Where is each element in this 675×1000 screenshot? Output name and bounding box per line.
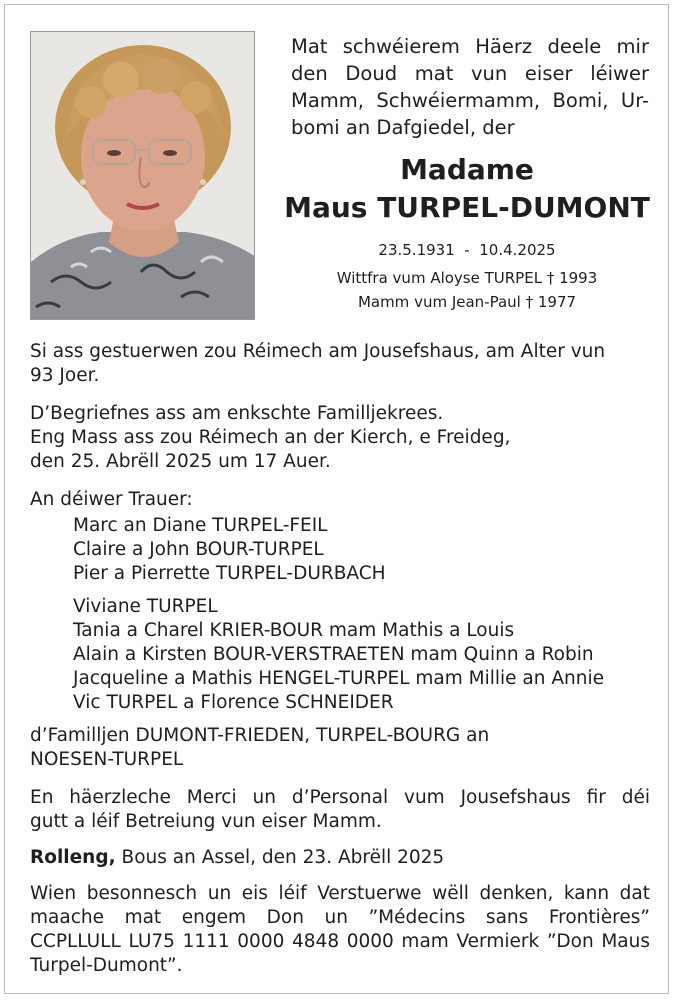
donation xyxy=(30,882,650,978)
mourners-group-2 xyxy=(73,595,653,715)
mourner-entry: Tania a Charel KRIER-BOUR mam Mathis a Louis xyxy=(73,620,515,641)
life-dates: 23.5.1931 - 10.4.2025 xyxy=(378,241,556,259)
intro-line: Mamm, Schwéiermamm, Bomi, Ur- xyxy=(291,89,649,112)
intro-line: den Doud mat vun eiser léiwer xyxy=(291,62,649,85)
text-line: Eng Mass ass zou Réimech an der Kierch, e Freideg, xyxy=(30,427,511,448)
text-line: Wien besonnesch un eis léif Verstuerwe wëll denken, kann dat xyxy=(30,883,650,904)
text-line: Turpel-Dumont”. xyxy=(30,955,183,976)
families xyxy=(30,724,650,772)
mourner-entry: Vic TURPEL a Florence SCHNEIDER xyxy=(73,692,394,713)
intro-line: bomi an Dafgiedel, der xyxy=(291,116,515,139)
text-line: gutt a léif Betreiung vun eiser Mamm. xyxy=(30,811,382,832)
thanks xyxy=(30,786,650,834)
mourners-group-1 xyxy=(73,514,653,586)
text-line: CCPLLULL LU75 1111 0000 4848 0000 mam Vermierk ”Don Maus xyxy=(30,931,650,952)
signature-line xyxy=(30,846,650,870)
text-line: maache mat engem Don un ”Médecins sans Frontières” xyxy=(30,907,650,928)
mourner-entry: Jacqueline a Mathis HENGEL-TURPEL mam Millie an Annie xyxy=(73,668,604,689)
deceased-name: Maus TURPEL-DUMONT xyxy=(284,191,650,224)
mourner-entry: Claire a John BOUR-TURPEL xyxy=(73,539,324,560)
mourners-heading: An déiwer Trauer: xyxy=(30,489,193,510)
text-line: En häerzleche Merci un d’Personal vum Jousefshaus fir déi xyxy=(30,787,650,808)
mourner-entry: Viviane TURPEL xyxy=(73,596,218,617)
portrait-photo xyxy=(30,31,255,320)
signature-place: Rolleng, xyxy=(30,847,116,868)
text-line: den 25. Abrëll 2025 um 17 Auer. xyxy=(30,451,331,472)
mourner-entry: Marc an Diane TURPEL-FEIL xyxy=(73,515,328,536)
signature-rest: Bous an Assel, den 23. Abrëll 2025 xyxy=(115,847,445,868)
text-line: D’Begriefnes ass am enkschte Familljekrees. xyxy=(30,403,444,424)
intro-line: Mat schwéierem Häerz deele mir xyxy=(291,35,649,58)
text-line: 93 Joer. xyxy=(30,365,100,386)
portrait-image xyxy=(31,32,255,320)
text-line: Si ass gestuerwen zou Réimech am Jousefshaus, am Alter vun xyxy=(30,341,606,362)
title-madame: Madame xyxy=(400,153,534,186)
mourner-entry: Pier a Pierrette TURPEL-DURBACH xyxy=(73,563,386,584)
text-line: d’Familljen DUMONT-FRIEDEN, TURPEL-BOURG an xyxy=(30,725,490,746)
mourner-entry: Alain a Kirsten BOUR-VERSTRAETEN mam Quinn a Robin xyxy=(73,644,594,665)
mother-of: Mamm vum Jean-Paul † 1977 xyxy=(357,293,577,311)
funeral-info xyxy=(30,402,650,474)
death-notice xyxy=(30,340,650,388)
text-line: NOESEN-TURPEL xyxy=(30,749,184,770)
widow-of: Wittfra vum Aloyse TURPEL † 1993 xyxy=(336,269,598,287)
intro-paragraph xyxy=(291,33,649,141)
